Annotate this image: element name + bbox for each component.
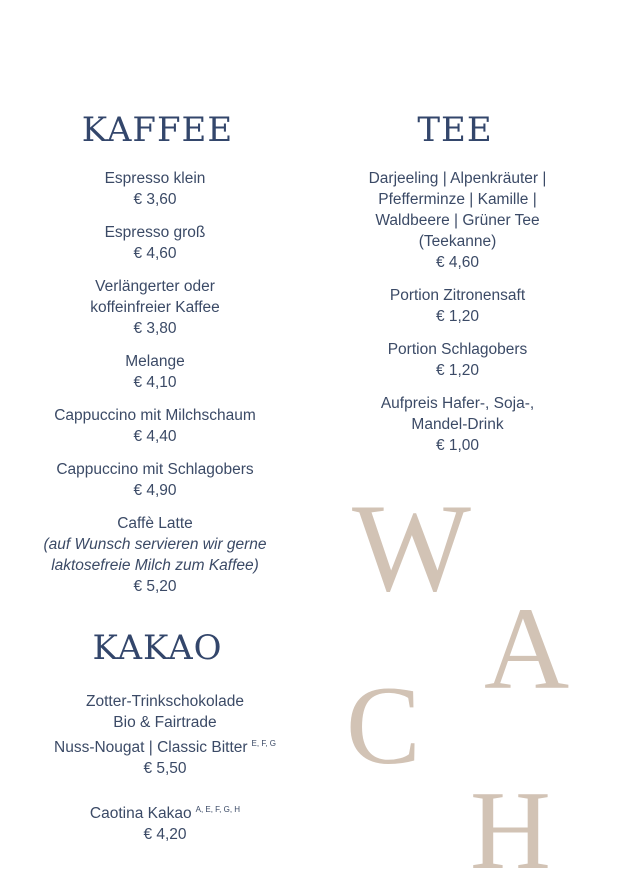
tee-heading: TEE bbox=[417, 110, 493, 150]
menu-item bbox=[20, 222, 290, 264]
item-name-line-2: Mandel-Drink bbox=[411, 416, 504, 433]
decorative-letter-w: W bbox=[352, 479, 471, 618]
item-line-3: Waldbeere | Grüner Tee bbox=[375, 212, 540, 229]
item-price: € 1,20 bbox=[435, 362, 480, 379]
item-price: € 4,60 bbox=[133, 245, 177, 262]
item-line-3 bbox=[20, 733, 310, 758]
item-line-4: (Teekanne) bbox=[418, 233, 497, 250]
item-name-row bbox=[20, 799, 310, 824]
tee-list bbox=[325, 168, 590, 468]
kaffee-list bbox=[20, 168, 290, 609]
item-name: Caotina Kakao bbox=[89, 805, 192, 822]
menu-item bbox=[325, 393, 590, 456]
item-price: € 4,60 bbox=[435, 254, 480, 271]
item-price: € 3,60 bbox=[133, 191, 177, 208]
menu-item bbox=[20, 405, 290, 447]
menu-item bbox=[20, 513, 290, 597]
menu-item bbox=[20, 691, 310, 779]
item-price: € 4,90 bbox=[133, 482, 177, 499]
menu-item bbox=[20, 276, 290, 339]
item-price: € 4,10 bbox=[133, 374, 177, 391]
item-name-line-2: koffeinfreier Kaffee bbox=[90, 299, 220, 316]
item-price: € 4,20 bbox=[143, 826, 187, 843]
item-line-1: Darjeeling | Alpenkräuter | bbox=[368, 170, 547, 187]
kaffee-heading: KAFFEE bbox=[81, 110, 234, 150]
item-line-3-text: Nuss-Nougat | Classic Bitter bbox=[54, 739, 248, 756]
menu-item bbox=[20, 168, 290, 210]
item-name: Cappuccino mit Milchschaum bbox=[54, 407, 256, 424]
item-note-line-2: laktosefreie Milch zum Kaffee) bbox=[51, 557, 259, 574]
item-line-1: Zotter-Trinkschokolade bbox=[86, 693, 244, 710]
menu-item bbox=[20, 459, 290, 501]
menu-item bbox=[325, 285, 590, 327]
menu-item bbox=[325, 339, 590, 381]
menu-item bbox=[20, 799, 310, 845]
kakao-list bbox=[20, 691, 310, 857]
item-price: € 5,50 bbox=[143, 760, 187, 777]
decorative-letter-a: A bbox=[484, 583, 570, 714]
menu-item bbox=[325, 168, 590, 273]
item-name: Caffè Latte bbox=[117, 515, 193, 532]
item-name-line-1: Verlängerter oder bbox=[95, 278, 215, 295]
item-note-line-1: (auf Wunsch servieren wir gerne bbox=[43, 536, 267, 553]
item-name-line-1: Aufpreis Hafer-, Soja-, bbox=[380, 395, 535, 412]
item-line-2: Bio & Fairtrade bbox=[113, 714, 217, 731]
decorative-letter-c: C bbox=[346, 664, 421, 788]
item-price: € 1,00 bbox=[435, 437, 480, 454]
allergen-codes: E, F, G bbox=[251, 739, 276, 748]
item-name: Espresso klein bbox=[104, 170, 206, 187]
item-price: € 3,80 bbox=[133, 320, 177, 337]
item-price: € 4,40 bbox=[133, 428, 177, 445]
item-price: € 1,20 bbox=[435, 308, 480, 325]
item-line-2: Pfefferminze | Kamille | bbox=[378, 191, 537, 208]
item-name: Espresso groß bbox=[104, 224, 206, 241]
kakao-heading: KAKAO bbox=[92, 628, 223, 668]
item-name: Portion Schlagobers bbox=[387, 341, 528, 358]
item-name: Cappuccino mit Schlagobers bbox=[56, 461, 254, 478]
item-price: € 5,20 bbox=[133, 578, 177, 595]
allergen-codes: A, E, F, G, H bbox=[195, 805, 241, 814]
menu-item bbox=[20, 351, 290, 393]
item-name: Melange bbox=[125, 353, 185, 370]
item-name: Portion Zitronensaft bbox=[389, 287, 526, 304]
decorative-letter-h: H bbox=[470, 769, 551, 893]
